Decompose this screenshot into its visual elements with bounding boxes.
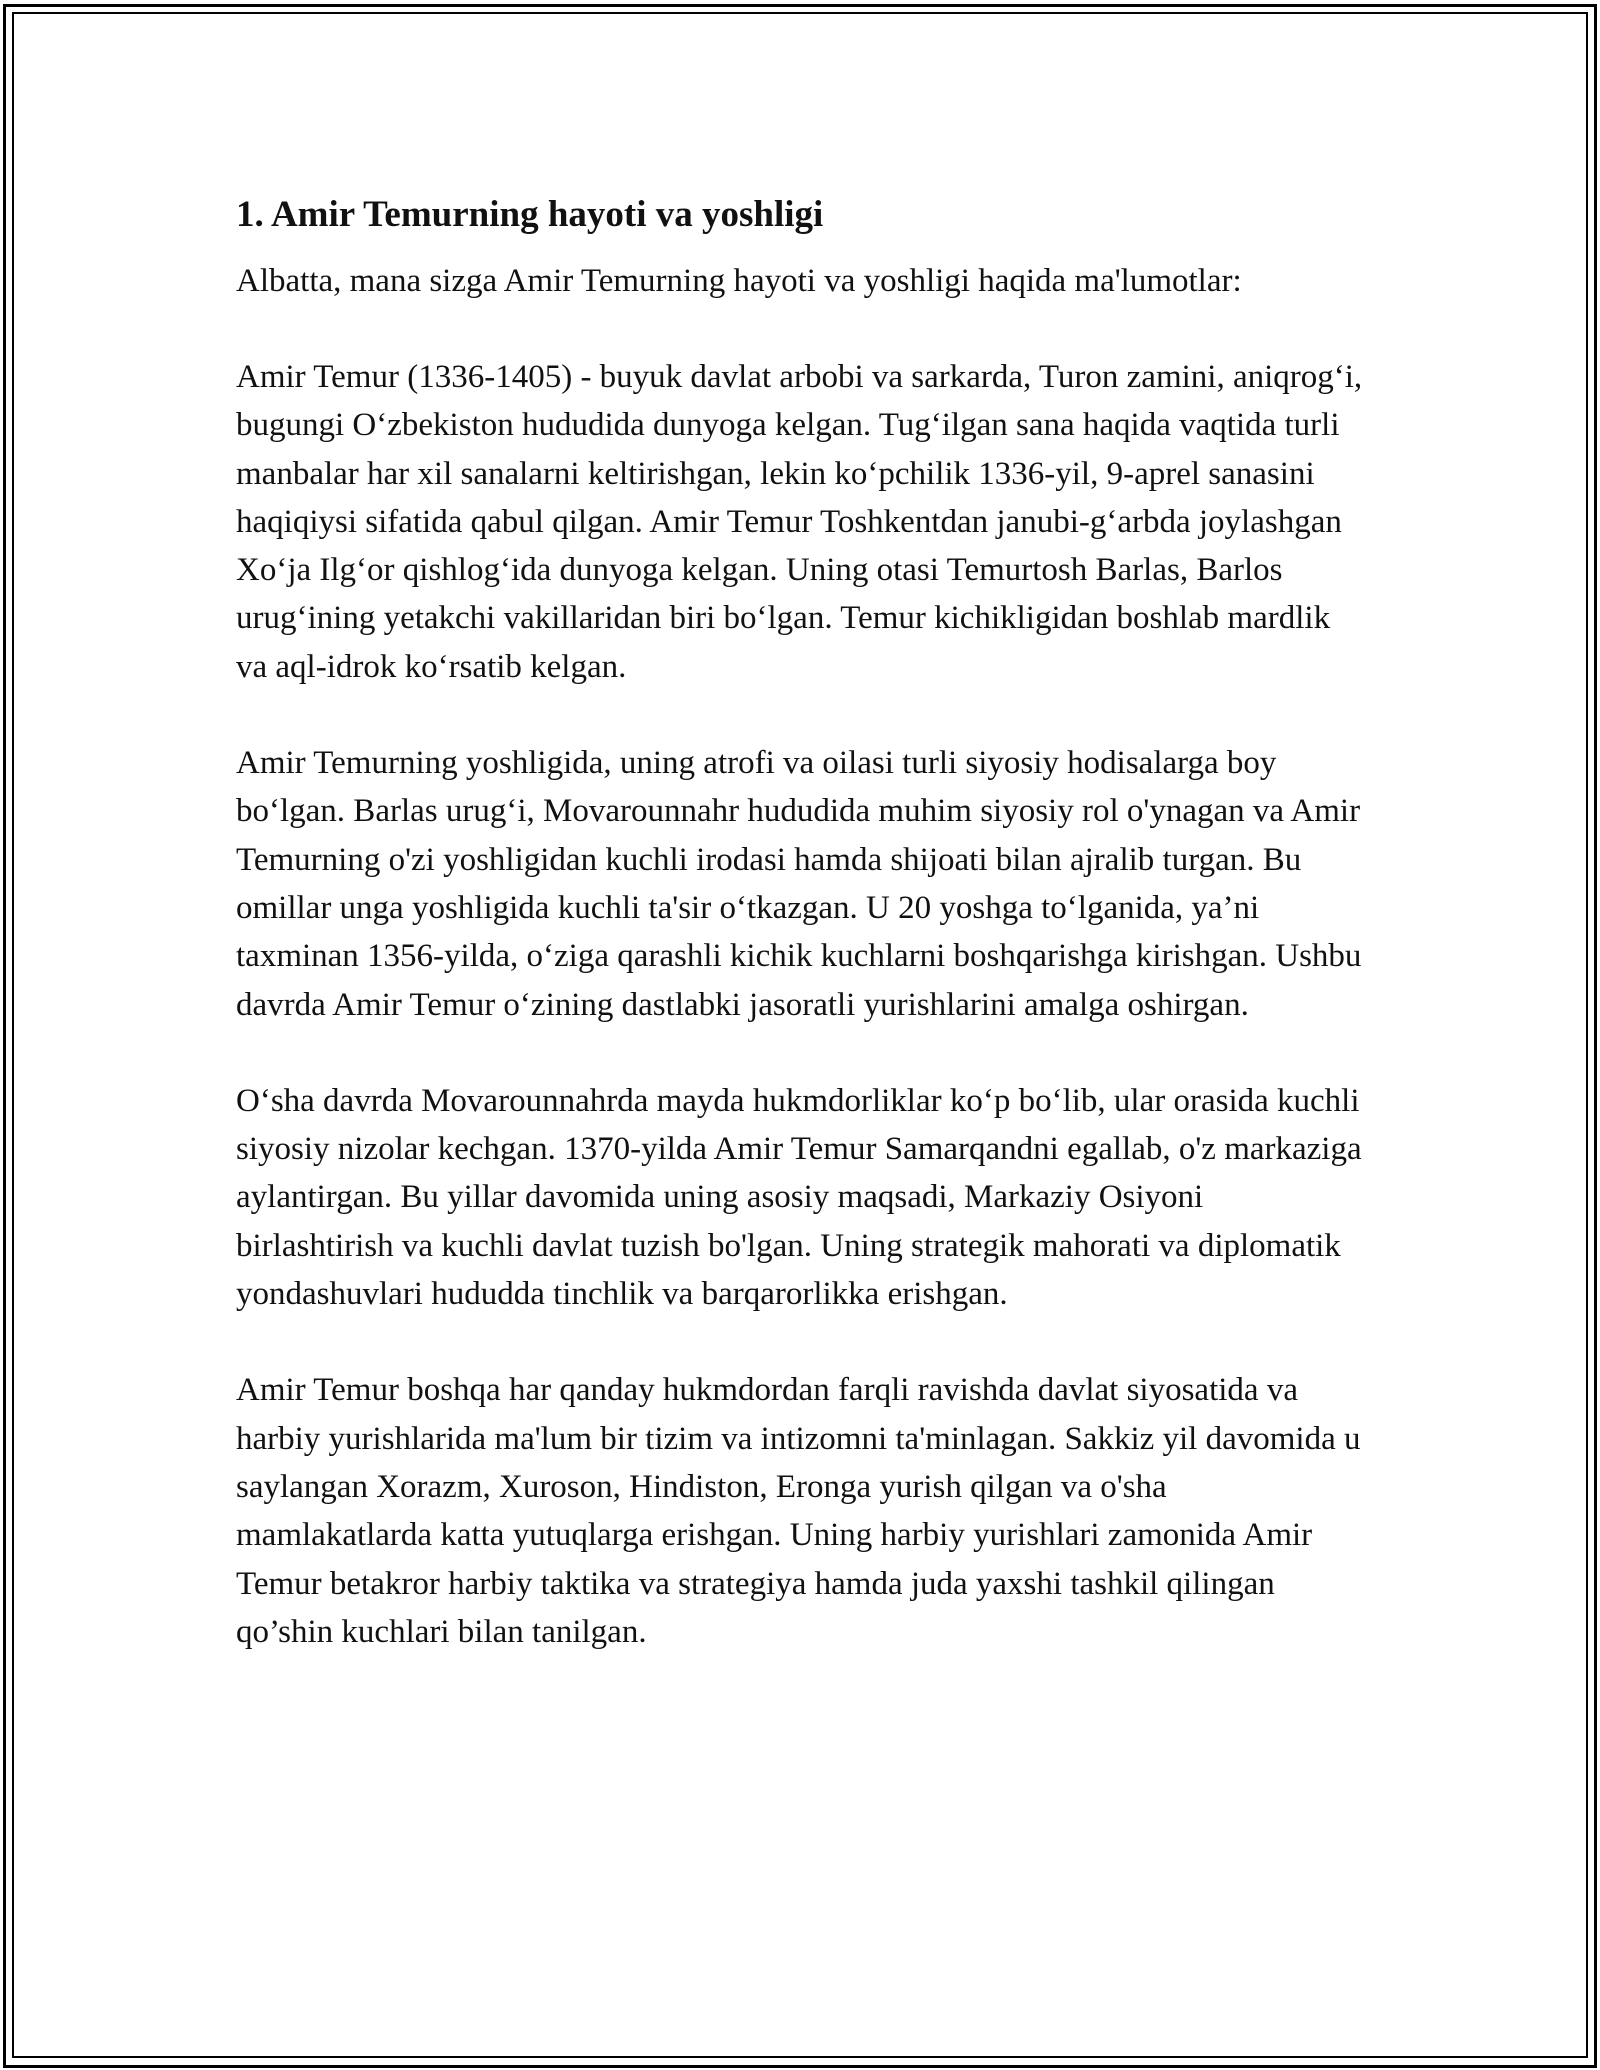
paragraph-youth: Amir Temurning yoshligida, uning atrofi va oilasi turli siyosiy hodisalarga boy bo‘lgan. Barlas urug‘i, Movarounnahr hududida muhim siyosiy rol o'ynagan va Amir Temurning o'zi yoshligidan kuchli irodasi hamda shijoati bilan ajralib turgan. Bu omillar unga yoshligida kuchli ta'sir o‘tkazgan. U 20 yoshga to‘lganida, ya’ni taxminan 1356-yilda, o‘ziga qarashli kichik kuchlarni boshqarishga kirishgan. Ushbu davrda Amir Temur o‘zining dastlabki jasoratli yurishlarini amalga oshirgan.: [236, 745, 1362, 1023]
intro-paragraph: Albatta, mana sizga Amir Temurning hayoti va yoshligi haqida ma'lumotlar:: [236, 263, 1242, 299]
section-heading: 1. Amir Temurning hayoti va yoshligi: [236, 194, 824, 235]
paragraph-birth: Amir Temur (1336-1405) - buyuk davlat arbobi va sarkarda, Turon zamini, aniqrog‘i, bugungi O‘zbekiston hududida dunyoga kelgan. Tug‘ilgan sana haqida vaqtida turli manbalar har xil sanalarni keltirishgan, lekin ko‘pchilik 1336-yil, 9-aprel sanasini haqiqiysi sifatida qabul qilgan. Amir Temur Toshkentdan janubi-g‘arbda joylashgan Xo‘ja Ilg‘or qishlog‘ida dunyoga kelgan. Uning otasi Temurtosh Barlas, Barlos urug‘ining yetakchi vakillaridan biri bo‘lgan. Temur kichikligidan boshlab mardlik va aql-idrok ko‘rsatib kelgan.: [236, 359, 1363, 685]
paragraph-samarkand: O‘sha davrda Movarounnahrda mayda hukmdorliklar ko‘p bo‘lib, ular orasida kuchli siyosiy nizolar kechgan. 1370-yilda Amir Temur Samarqandni egallab, o'z markaziga aylantirgan. Bu yillar davomida uning asosiy maqsadi, Markaziy Osiyoni birlashtirish va kuchli davlat tuzish bo'lgan. Uning strategik mahorati va diplomatik yondashuvlari hududda tinchlik va barqarorlikka erishgan.: [236, 1082, 1362, 1313]
document-body: [236, 185, 1366, 1656]
paragraph-campaigns: Amir Temur boshqa har qanday hukmdordan farqli ravishda davlat siyosatida va harbiy yurishlarida ma'lum bir tizim va intizomni ta'minlagan. Sakkiz yil davomida u saylangan Xorazm, Xuroson, Hindiston, Eronga yurish qilgan va o'sha mamlakatlarda katta yutuqlarga erishgan. Uning harbiy yurishlari zamonida Amir Temur betakror harbiy taktika va strategiya hamda juda yaxshi tashkil qilingan qo’shin kuchlari bilan tanilgan.: [236, 1372, 1361, 1650]
